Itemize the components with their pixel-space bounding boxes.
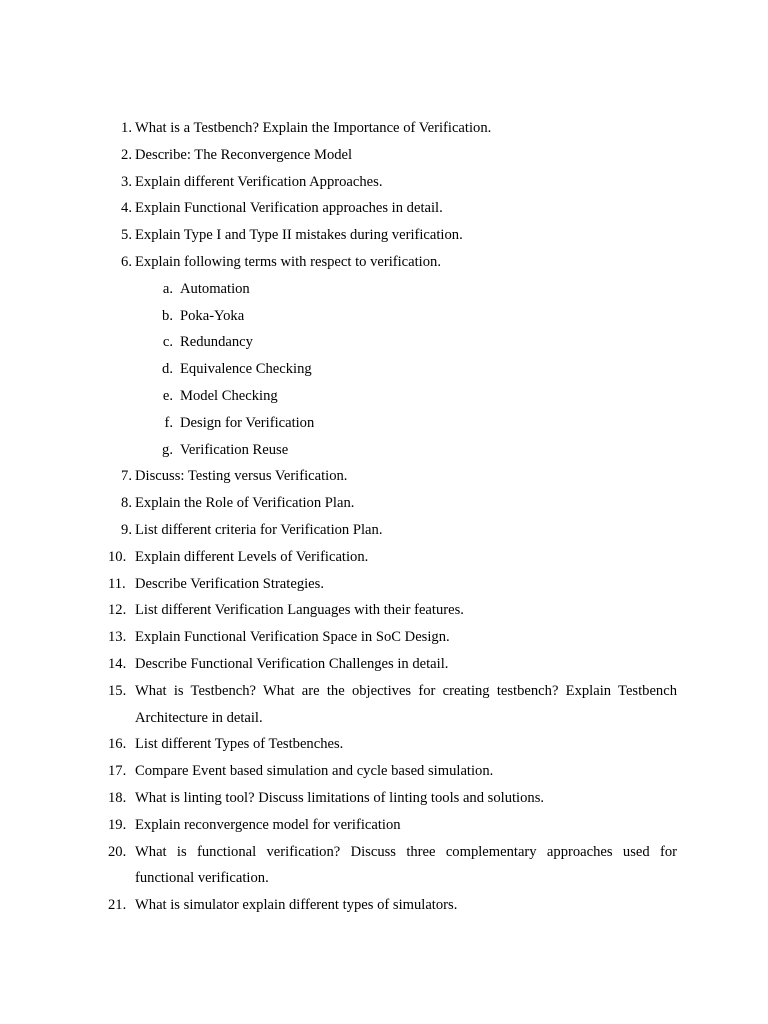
question-text: Explain Type I and Type II mistakes during verification. (135, 227, 463, 244)
question-number: 3. (121, 173, 132, 190)
question-list (108, 115, 677, 919)
question-item (108, 651, 677, 678)
question-number: 16. (108, 736, 127, 753)
question-item (108, 463, 677, 490)
question-text: Explain reconvergence model for verification (135, 816, 401, 833)
sub-question-letter: a. (162, 280, 173, 297)
question-number: 4. (121, 200, 132, 217)
question-item (108, 222, 677, 249)
question-number: 15. (108, 682, 127, 699)
sub-question-item (135, 383, 677, 410)
question-number: 17. (108, 763, 127, 780)
sub-question-text: Equivalence Checking (180, 361, 312, 378)
question-item (108, 249, 677, 463)
question-text: Describe: The Reconvergence Model (135, 146, 353, 163)
sub-question-letter: f. (164, 414, 173, 431)
question-text: What is simulator explain different types of simulators. (135, 897, 458, 914)
sub-question-item (135, 437, 677, 464)
question-text: What is a Testbench? Explain the Importance of Verification. (135, 120, 492, 136)
sub-question-letter: e. (162, 387, 173, 404)
question-item (108, 678, 677, 732)
question-number: 7. (121, 468, 132, 485)
question-number: 18. (108, 789, 127, 806)
question-number: 20. (108, 843, 127, 860)
question-item (108, 195, 677, 222)
question-item (108, 624, 677, 651)
sub-question-item (135, 410, 677, 437)
question-text: Explain the Role of Verification Plan. (135, 495, 355, 512)
question-text: Discuss: Testing versus Verification. (135, 468, 348, 485)
question-text: Explain following terms with respect to verification. (135, 253, 441, 270)
question-number: 19. (108, 816, 127, 833)
question-number: 8. (121, 495, 132, 512)
question-text: Describe Verification Strategies. (135, 575, 324, 592)
question-item (108, 731, 677, 758)
question-text: List different Verification Languages with their features. (135, 602, 464, 619)
sub-question-letter: d. (162, 361, 173, 378)
sub-question-letter: c. (162, 334, 173, 351)
question-item (108, 597, 677, 624)
question-number: 13. (108, 629, 127, 646)
sub-question-item (135, 303, 677, 330)
question-text: Compare Event based simulation and cycle based simulation. (135, 763, 494, 780)
question-item (108, 812, 677, 839)
question-number: 21. (108, 897, 127, 914)
question-text: List different Types of Testbenches. (135, 736, 344, 753)
sub-question-text: Model Checking (180, 387, 278, 404)
question-item (108, 142, 677, 169)
question-item (108, 490, 677, 517)
question-number: 11. (108, 575, 126, 592)
sub-question-item (135, 329, 677, 356)
question-item (108, 785, 677, 812)
question-number: 9. (121, 521, 132, 538)
question-text: What is linting tool? Discuss limitations of linting tools and solutions. (135, 789, 545, 806)
question-number: 14. (108, 655, 127, 672)
question-item (108, 544, 677, 571)
question-item (108, 115, 677, 142)
sub-question-letter: b. (162, 307, 173, 324)
question-number: 5. (121, 227, 132, 244)
question-text: What is Testbench? What are the objectives for creating testbench? Explain Testbench Architecture in detail. (135, 682, 677, 726)
question-item (108, 169, 677, 196)
question-text: Explain Functional Verification approaches in detail. (135, 200, 443, 217)
sub-question-text: Redundancy (180, 334, 253, 351)
question-number: 10. (108, 548, 127, 565)
sub-question-list (135, 276, 677, 464)
question-text: List different criteria for Verification Plan. (135, 521, 383, 538)
question-text: Explain Functional Verification Space in SoC Design. (135, 629, 450, 646)
question-item (108, 892, 677, 919)
sub-question-text: Design for Verification (180, 414, 315, 431)
question-item (108, 839, 677, 893)
sub-question-text: Verification Reuse (180, 441, 289, 458)
question-item (108, 517, 677, 544)
question-item (108, 571, 677, 598)
sub-question-text: Poka-Yoka (180, 307, 245, 324)
question-number: 12. (108, 602, 127, 619)
sub-question-text: Automation (180, 280, 250, 297)
sub-question-item (135, 356, 677, 383)
question-text: Explain different Verification Approaches. (135, 173, 383, 190)
question-number: 1. (121, 120, 132, 136)
question-item (108, 758, 677, 785)
sub-question-item (135, 276, 677, 303)
question-number: 2. (121, 146, 132, 163)
question-text: What is functional verification? Discuss three complementary approaches used for functional verification. (135, 843, 677, 887)
sub-question-letter: g. (162, 441, 173, 458)
question-number: 6. (121, 253, 132, 270)
question-text: Describe Functional Verification Challenges in detail. (135, 655, 449, 672)
question-text: Explain different Levels of Verification. (135, 548, 369, 565)
